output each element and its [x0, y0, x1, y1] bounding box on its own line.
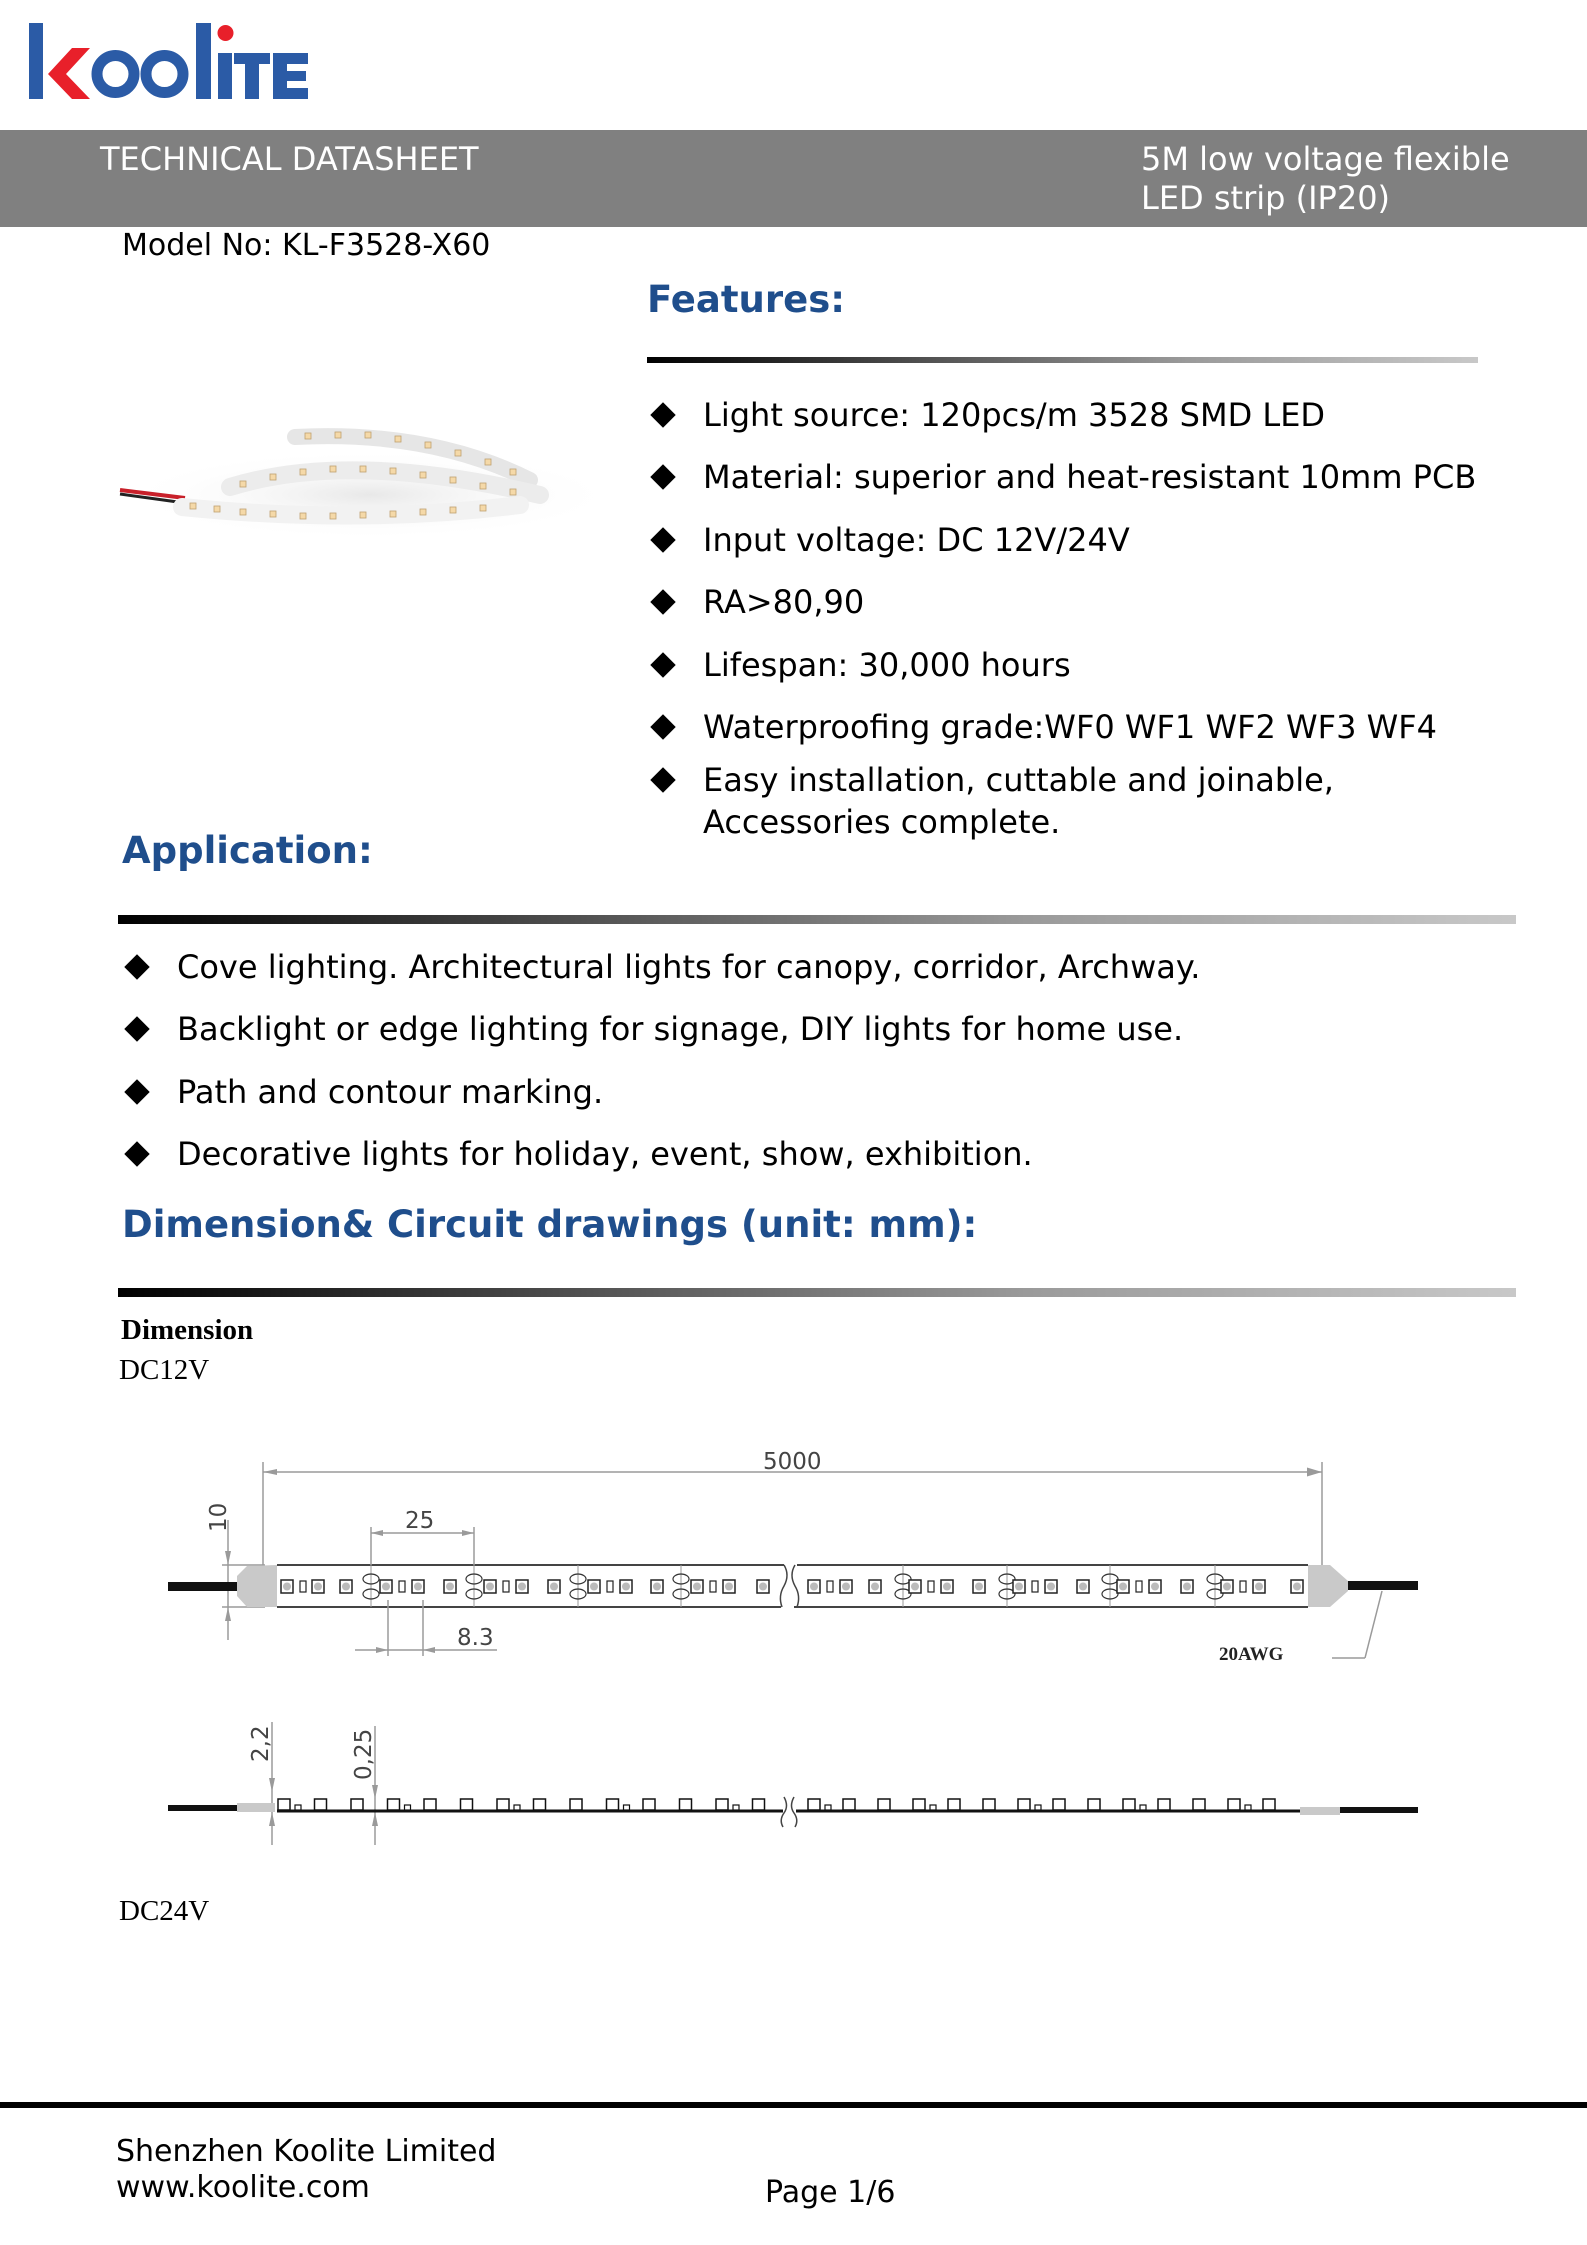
resistor [300, 1581, 306, 1592]
side-resistor [1245, 1805, 1251, 1810]
side-led-chip [1018, 1799, 1030, 1810]
led-chip [840, 1580, 852, 1593]
width-dimension-label: 10 [206, 1502, 232, 1532]
side-led-chip [607, 1799, 619, 1810]
side-led-chip [913, 1799, 925, 1810]
led-chip [909, 1580, 921, 1593]
logo-o1 [97, 56, 134, 93]
resistor [827, 1581, 833, 1592]
diamond-bullet-icon [124, 954, 150, 980]
diamond-bullet-icon [124, 1141, 150, 1167]
led-chip [1291, 1580, 1303, 1593]
product-title [1141, 140, 1510, 218]
led-chip [1117, 1580, 1129, 1593]
resistor [710, 1581, 716, 1592]
dimension-drawing [0, 1420, 1587, 1880]
side-led-chip [1158, 1799, 1170, 1810]
dimension-heading: Dimension& Circuit drawings (unit: mm): [122, 1203, 978, 1246]
led-chip [340, 1580, 352, 1593]
document-type-title: TECHNICAL DATASHEET [100, 140, 479, 178]
features-divider [647, 357, 1478, 363]
side-led-chip [461, 1799, 473, 1810]
led-chip [869, 1580, 881, 1593]
footer-divider [0, 2102, 1587, 2108]
cut-unit-dimension-label: 25 [405, 1508, 435, 1534]
resistor [928, 1581, 934, 1592]
side-led-chip [1053, 1799, 1065, 1810]
logo-k-chevron [48, 48, 90, 99]
side-led-chips [278, 1799, 1275, 1810]
led-chip [757, 1580, 769, 1593]
side-led-chip [315, 1799, 327, 1810]
logo-k-stem [29, 23, 43, 99]
side-resistor [295, 1805, 301, 1810]
led-chip [1181, 1580, 1193, 1593]
led-chip [723, 1580, 735, 1593]
side-led-chip [424, 1799, 436, 1810]
application-heading: Application: [122, 829, 373, 872]
resistor [503, 1581, 509, 1592]
led-chip [1045, 1580, 1057, 1593]
diamond-bullet-icon [650, 589, 676, 615]
led-chip [620, 1580, 632, 1593]
side-led-chip [948, 1799, 960, 1810]
top-view-strip [168, 1449, 1418, 1665]
resistor [1136, 1581, 1142, 1592]
pcb-thickness-dimension-label: 0,25 [351, 1728, 377, 1780]
logo-l [196, 23, 211, 99]
diamond-bullet-icon [124, 1079, 150, 1105]
diamond-bullet-icon [650, 402, 676, 428]
side-resistor [624, 1805, 630, 1810]
side-led-chip [1193, 1799, 1205, 1810]
led-chip [484, 1580, 496, 1593]
features-heading: Features: [647, 278, 846, 321]
side-resistor [733, 1805, 739, 1810]
model-number: Model No: KL-F3528-X60 [122, 228, 491, 263]
product-title-line1: 5M low voltage flexible [1141, 140, 1510, 178]
diamond-bullet-icon [650, 652, 676, 678]
dc12v-label: DC12V [119, 1354, 210, 1386]
footer-company-info [116, 2134, 496, 2206]
side-resistor [825, 1805, 831, 1810]
led-chip [651, 1580, 663, 1593]
led-chip [380, 1580, 392, 1593]
dimension-subtitle: Dimension [121, 1314, 254, 1346]
side-led-chip [716, 1799, 728, 1810]
side-led-chip [570, 1799, 582, 1810]
side-led-chip [808, 1799, 820, 1810]
side-view-strip [168, 1722, 1418, 1845]
wire-gauge-label: 20AWG [1219, 1644, 1284, 1665]
led-chip [973, 1580, 985, 1593]
dc24v-label: DC24V [119, 1895, 210, 1927]
led-chip [516, 1580, 528, 1593]
resistor [399, 1581, 405, 1592]
diamond-bullet-icon [124, 1016, 150, 1042]
side-led-chip [278, 1799, 290, 1810]
led-chip [412, 1580, 424, 1593]
side-led-chip [1088, 1799, 1100, 1810]
side-led-chip [643, 1799, 655, 1810]
side-led-chip [497, 1799, 509, 1810]
resistor [1032, 1581, 1038, 1592]
side-led-chip [878, 1799, 890, 1810]
led-chip [808, 1580, 820, 1593]
led-chip [281, 1580, 293, 1593]
logo-i-dot [218, 25, 234, 41]
led-chip [1221, 1580, 1233, 1593]
led-pitch-dimension-label: 8.3 [457, 1625, 494, 1651]
led-chip [312, 1580, 324, 1593]
company-website[interactable]: www.koolite.com [116, 2170, 370, 2205]
side-led-chip [680, 1799, 692, 1810]
application-divider [118, 915, 1516, 924]
led-chip [444, 1580, 456, 1593]
side-resistor [514, 1805, 520, 1810]
led-strip-product-photo [110, 395, 610, 545]
length-dimension-label: 5000 [763, 1449, 822, 1475]
side-led-chip [983, 1799, 995, 1810]
side-led-chip [534, 1799, 546, 1810]
led-chip [1253, 1580, 1265, 1593]
logo-i [218, 53, 232, 99]
led-chip [1013, 1580, 1025, 1593]
side-resistor [405, 1805, 411, 1810]
side-resistor [1140, 1805, 1146, 1810]
side-resistor [1035, 1805, 1041, 1810]
diamond-bullet-icon [650, 714, 676, 740]
product-title-line2: LED strip (IP20) [1141, 179, 1391, 217]
led-chip [548, 1580, 560, 1593]
side-led-chip [1123, 1799, 1135, 1810]
page-number: Page 1/6 [765, 2175, 896, 2210]
diamond-bullet-icon [650, 464, 676, 490]
resistor [1240, 1581, 1246, 1592]
resistor [607, 1581, 613, 1592]
dimension-divider [118, 1288, 1516, 1297]
side-led-chip [753, 1799, 765, 1810]
led-chip [691, 1580, 703, 1593]
side-led-chip [388, 1799, 400, 1810]
led-chip [941, 1580, 953, 1593]
side-led-chip [1263, 1799, 1275, 1810]
side-led-chip [351, 1799, 363, 1810]
logo-o2 [146, 56, 183, 93]
side-led-chip [1228, 1799, 1240, 1810]
side-resistor [930, 1805, 936, 1810]
height-dimension-label: 2,2 [248, 1725, 274, 1762]
diamond-bullet-icon [650, 527, 676, 553]
company-name: Shenzhen Koolite Limited [116, 2134, 497, 2169]
led-chip [1149, 1580, 1161, 1593]
diamond-bullet-icon [650, 767, 676, 793]
led-chip [1077, 1580, 1089, 1593]
side-led-chip [843, 1799, 855, 1810]
led-chip [588, 1580, 600, 1593]
koolite-logo [26, 18, 316, 104]
